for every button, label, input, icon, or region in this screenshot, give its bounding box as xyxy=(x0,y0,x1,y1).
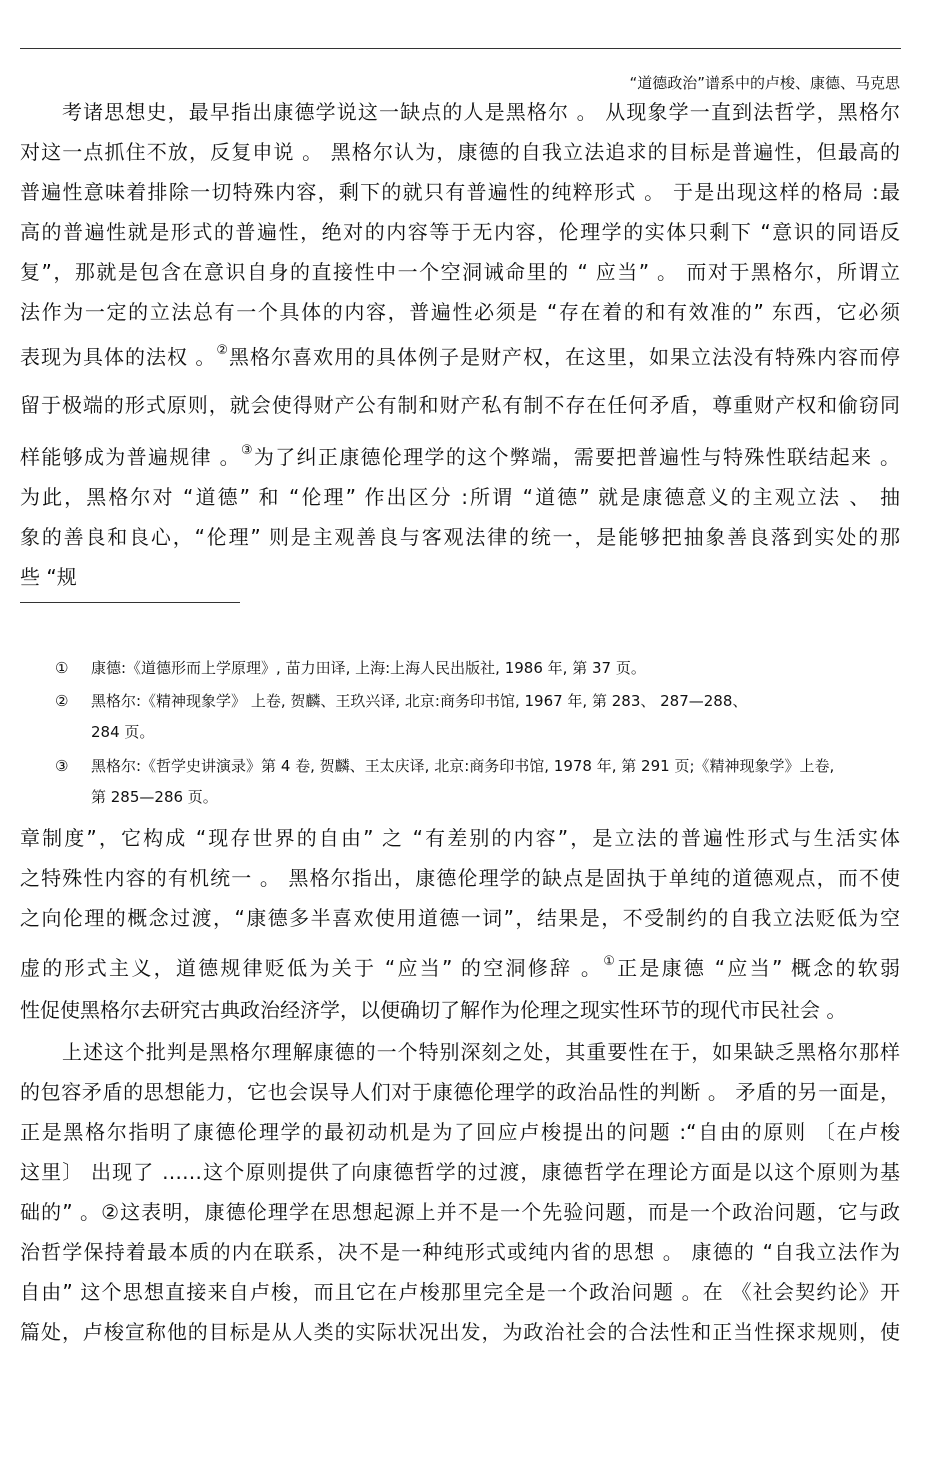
text-segment: 象的善良和良心，“伦理” 则是主观善良与客观法律的统一，是能够把抽象善良落到实处的那 xyxy=(20,525,900,549)
footnote-continuation: 284 页。 xyxy=(91,723,155,741)
text-segment: 之向伦理的概念过渡，“康德多半喜欢使用道德一词”，结果是，不受制约的自我立法贬低为空 xyxy=(20,906,900,930)
footnote-mark: ① xyxy=(55,659,69,677)
text-segment: 的包容矛盾的思想能力，它也会误导人们对于康德伦理学的政治品性的判断 。 矛盾的另一面是， xyxy=(20,1080,900,1104)
footnote-text: 黑格尔:《精神现象学》 上卷, 贺麟、王玖兴译, 北京:商务印书馆, 1967 年, 第 283、 287—288、 xyxy=(91,692,748,710)
footnote-mark: ② xyxy=(55,692,69,710)
text-segment: 础的” 。②这表明，康德伦理学在思想起源上并不是一个先验问题，而是一个政治问题，它与政 xyxy=(20,1200,900,1224)
text-segment: 复”，那就是包含在意识自身的直接性中一个空洞诫命里的 “ 应当” 。 而对于黑格尔，所谓立 xyxy=(20,260,900,284)
text-segment: 对这一点抓住不放，反复申说 。 黑格尔认为，康德的自我立法追求的目标是普遍性，但最高的 xyxy=(20,140,900,164)
text-line xyxy=(20,1039,900,1065)
text-line xyxy=(20,905,900,931)
text-line xyxy=(20,219,900,245)
text-segment: 高的普遍性就是形式的普遍性，绝对的内容等于无内容，伦理学的实体只剩下 “意识的同语反 xyxy=(20,220,900,244)
footnote-text: 康德:《道德形而上学原理》, 苗力田译, 上海:上海人民出版社, 1986 年, 第 37 页。 xyxy=(91,659,646,677)
text-segment: 表现为具体的法权 。 xyxy=(20,345,217,369)
footnote-rule xyxy=(20,602,240,603)
text-line xyxy=(20,1199,900,1225)
text-line xyxy=(20,484,900,510)
text-segment: 虚的形式主义，道德规律贬低为关于 “应当” 的空洞修辞 。 xyxy=(20,956,604,980)
text-line xyxy=(20,524,900,550)
text-line xyxy=(20,997,900,1023)
text-segment: 篇处，卢梭宣称他的目标是从人类的实际状况出发，为政治社会的合法性和正当性探求规则，使 xyxy=(20,1320,900,1344)
footnote-ref[interactable]: ① xyxy=(603,954,618,969)
text-line xyxy=(20,1319,900,1345)
footnote-text: 黑格尔:《哲学史讲演录》第 4 卷, 贺麟、王太庆译, 北京:商务印书馆, 1978 年, 第 291 页;《精神现象学》上卷, xyxy=(91,757,835,775)
text-segment: 样能够成为普遍规律 。 xyxy=(20,445,241,469)
footnote xyxy=(55,658,646,678)
text-segment: 性促使黑格尔去研究古典政治经济学，以便确切了解作为伦理之现实性环节的现代市民社会 。 xyxy=(20,998,847,1022)
footnote-ref[interactable]: ② xyxy=(216,343,230,358)
text-segment: 为了纠正康德伦理学的这个弊端，需要把普遍性与特殊性联结起来 。 xyxy=(253,445,901,469)
text-segment: 这里〕 出现了 ……这个原则提供了向康德哲学的过渡，康德哲学在理论方面是以这个原则为基 xyxy=(20,1160,900,1184)
text-segment: 章制度”，它构成 “现存世界的自由” 之 “有差别的内容”，是立法的普遍性形式与生活实体 xyxy=(20,826,900,850)
text-line xyxy=(20,1079,900,1105)
text-line xyxy=(20,1119,900,1145)
running-head: “道德政治”谱系中的卢梭、康德、马克思 xyxy=(629,74,900,92)
text-line xyxy=(20,99,900,125)
footnote-mark: ③ xyxy=(55,757,69,775)
text-line xyxy=(20,1279,900,1305)
text-line xyxy=(20,1239,900,1265)
text-segment: 正是黑格尔指明了康德伦理学的最初动机是为了回应卢梭提出的问题 :“自由的原则 〔在卢梭 xyxy=(20,1120,900,1144)
header-rule xyxy=(20,48,901,49)
text-line xyxy=(20,139,900,165)
text-line xyxy=(20,444,900,470)
text-segment: 些 “规 xyxy=(20,565,77,589)
text-segment: 考诸思想史，最早指出康德学说这一缺点的人是黑格尔 。 从现象学一直到法哲学，黑格尔 xyxy=(62,100,900,124)
text-line xyxy=(20,564,900,590)
text-line xyxy=(20,392,900,418)
text-line xyxy=(20,299,900,325)
text-line xyxy=(20,1159,900,1185)
text-segment: 法作为一定的立法总有一个具体的内容，普遍性必须是 “存在着的和有效准的” 东西，它必须 xyxy=(20,300,900,324)
text-segment: 之特殊性内容的有机统一 。 黑格尔指出，康德伦理学的缺点是固执于单纯的道德观点，而不使 xyxy=(20,866,900,890)
text-line xyxy=(20,344,900,370)
text-line xyxy=(20,865,900,891)
text-line xyxy=(20,955,900,981)
text-segment: 上述这个批判是黑格尔理解康德的一个特别深刻之处，其重要性在于，如果缺乏黑格尔那样 xyxy=(62,1040,900,1064)
text-line xyxy=(20,259,900,285)
text-segment: 黑格尔喜欢用的具体例子是财产权，在这里，如果立法没有特殊内容而停 xyxy=(229,345,901,369)
footnote-continuation: 第 285—286 页。 xyxy=(91,788,218,806)
footnote-ref[interactable]: ③ xyxy=(240,443,254,458)
text-segment: 正是康德 “应当” 概念的软弱 xyxy=(617,956,901,980)
text-segment: 自由” 这个思想直接来自卢梭，而且它在卢梭那里完全是一个政治问题 。在 《社会契约论》开 xyxy=(20,1280,900,1304)
footnote xyxy=(55,756,834,776)
text-line xyxy=(20,825,900,851)
text-line xyxy=(20,179,900,205)
footnote xyxy=(55,691,747,711)
text-segment: 治哲学保持着最本质的内在联系，决不是一种纯形式或纯内省的思想 。 康德的 “自我立法作为 xyxy=(20,1240,900,1264)
text-segment: 普遍性意味着排除一切特殊内容，剩下的就只有普遍性的纯粹形式 。 于是出现这样的格局 :最 xyxy=(20,180,900,204)
text-segment: 留于极端的形式原则，就会使得财产公有制和财产私有制不存在任何矛盾，尊重财产权和偷窃同 xyxy=(20,393,900,417)
text-segment: 为此，黑格尔对 “道德” 和 “伦理” 作出区分 :所谓 “道德” 就是康德意义的主观立法 、 抽 xyxy=(20,485,900,509)
